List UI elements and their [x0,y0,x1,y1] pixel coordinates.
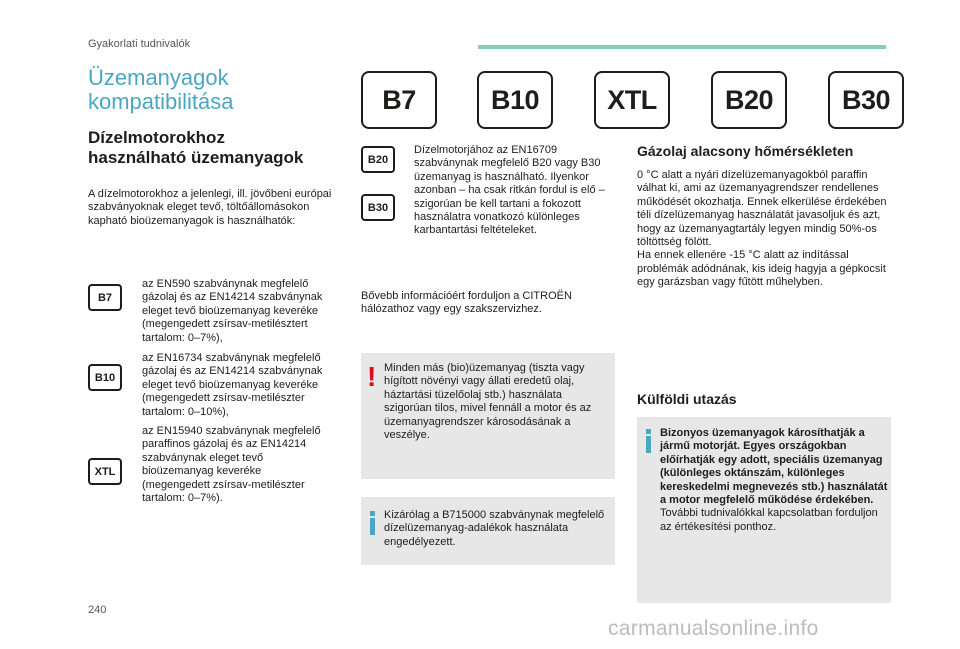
low-temp-text [637,169,889,290]
info-additives-text: Kizárólag a B715000 szabványnak megfelelő dízelüzemanyag-adalékok használata engedélyezett. [384,509,605,548]
travel-text [660,427,888,534]
badge-b10-large: B10 [477,71,553,129]
header-accent-bar [478,45,886,49]
watermark: carmanualsonline.info [608,617,819,640]
low-temp-paragraph2: Ha ennek ellenére -15 °C alatt az indítással problémák adódnának, kis ideig hagyja a gépkocsit egy garázsban vagy fűtött műhelyben. [637,249,886,289]
badge-xtl: XTL [88,458,122,485]
fuel-b7-text: az EN590 szabványnak megfelelő gázolaj és az EN14214 szabványnak eleget tevő bioüzemanyag keveréke (megengedett zsírsav-metilésztert tartalom: 0–7%), [142,278,323,344]
badge-b7-large: B7 [361,71,437,129]
info-icon [646,429,651,453]
badge-xtl-large: XTL [594,71,670,129]
low-temp-paragraph1: 0 °C alatt a nyári dízelüzemanyagokból paraffin válhat ki, ami az üzemanyagrendszer rendellenes működését okozhatja. Ennek elkerülése érdekében téli dízelüzemanyag használatát javasoljuk és azt, hogy az üzemanyagtartály legyen mindig 50%-os töltöttség fölött. [637,169,887,249]
more-info-text: Bővebb információért forduljon a CITROËN hálózathoz vagy egy szakszervizhez. [361,290,572,316]
page-title-line2: kompatibilitása [88,89,234,114]
page-number: 240 [88,604,107,616]
fuel-xtl-text: az EN15940 szabványnak megfelelő paraffinos gázolaj és az EN14214 szabványnak eleget tevő bioüzemanyag keveréke (megengedett zsírsav-metilészter tartalom: 0–7%). [142,425,321,505]
diesel-heading-line1: Dízelmotorokhoz [88,128,225,147]
warning-box [361,353,615,479]
diesel-heading [88,128,358,168]
warning-text: Minden más (bio)üzemanyag (tiszta vagy hígított növényi vagy állati eredetű olaj, háztartási tüzelőolaj stb.) használata szigorúan tilos, mivel fennáll a motor és az üzemanyagrendszer károsodásának a veszélye. [384,362,592,442]
badge-b7: B7 [88,284,122,311]
warning-exclamation-icon: ! [367,361,377,392]
info-box-travel [637,417,891,603]
diesel-intro: A dízelmotorokhoz a jelenlegi, ill. jövőbeni európai szabványoknak eleget tevő, töltőállomásokon kapható bioüzemanyagok is használhatók: [88,188,332,227]
b20-b30-text: Dízelmotorjához az EN16709 szabványnak megfelelő B20 vagy B30 üzemanyag is használható. Ilyenkor azonban – ha csak ritkán fordul is elő – szigorúan be kell tartani a fokozott használatra vonatkozó különleges karbantartási feltételeket. [414,144,605,237]
diesel-heading-line2: használható üzemanyagok [88,148,304,167]
section-header: Gyakorlati tudnivalók [88,38,191,50]
badge-b30: B30 [361,194,395,221]
badge-b10: B10 [88,364,122,391]
fuel-b10-text: az EN16734 szabványnak megfelelő gázolaj és az EN14214 szabványnak eleget tevő bioüzemanyag keveréke (megengedett zsírsav-metilészter tartalom: 0–10%), [142,352,323,418]
low-temp-heading: Gázolaj alacsony hőmérsékleten [637,143,854,159]
info-icon [370,511,375,535]
travel-bold-text: Bizonyos üzemanyagok károsíthatják a jármű motorját. Egyes országokban előírhatják egy adott, speciális üzemanyag (különleges oktánszám, különleges kereskedelmi megnevezés stb.) használatát a motor megfelelő működése érdekében. [660,427,888,507]
badge-b20: B20 [361,146,395,173]
badge-b20-large: B20 [711,71,787,129]
travel-normal-text: További tudnivalókkal kapcsolatban forduljon az értékesítési ponthoz. [660,507,878,533]
page-title [88,66,348,114]
page-title-line1: Üzemanyagok [88,65,229,90]
info-box-additives [361,497,615,565]
badge-b30-large: B30 [828,71,904,129]
travel-heading: Külföldi utazás [637,391,737,407]
